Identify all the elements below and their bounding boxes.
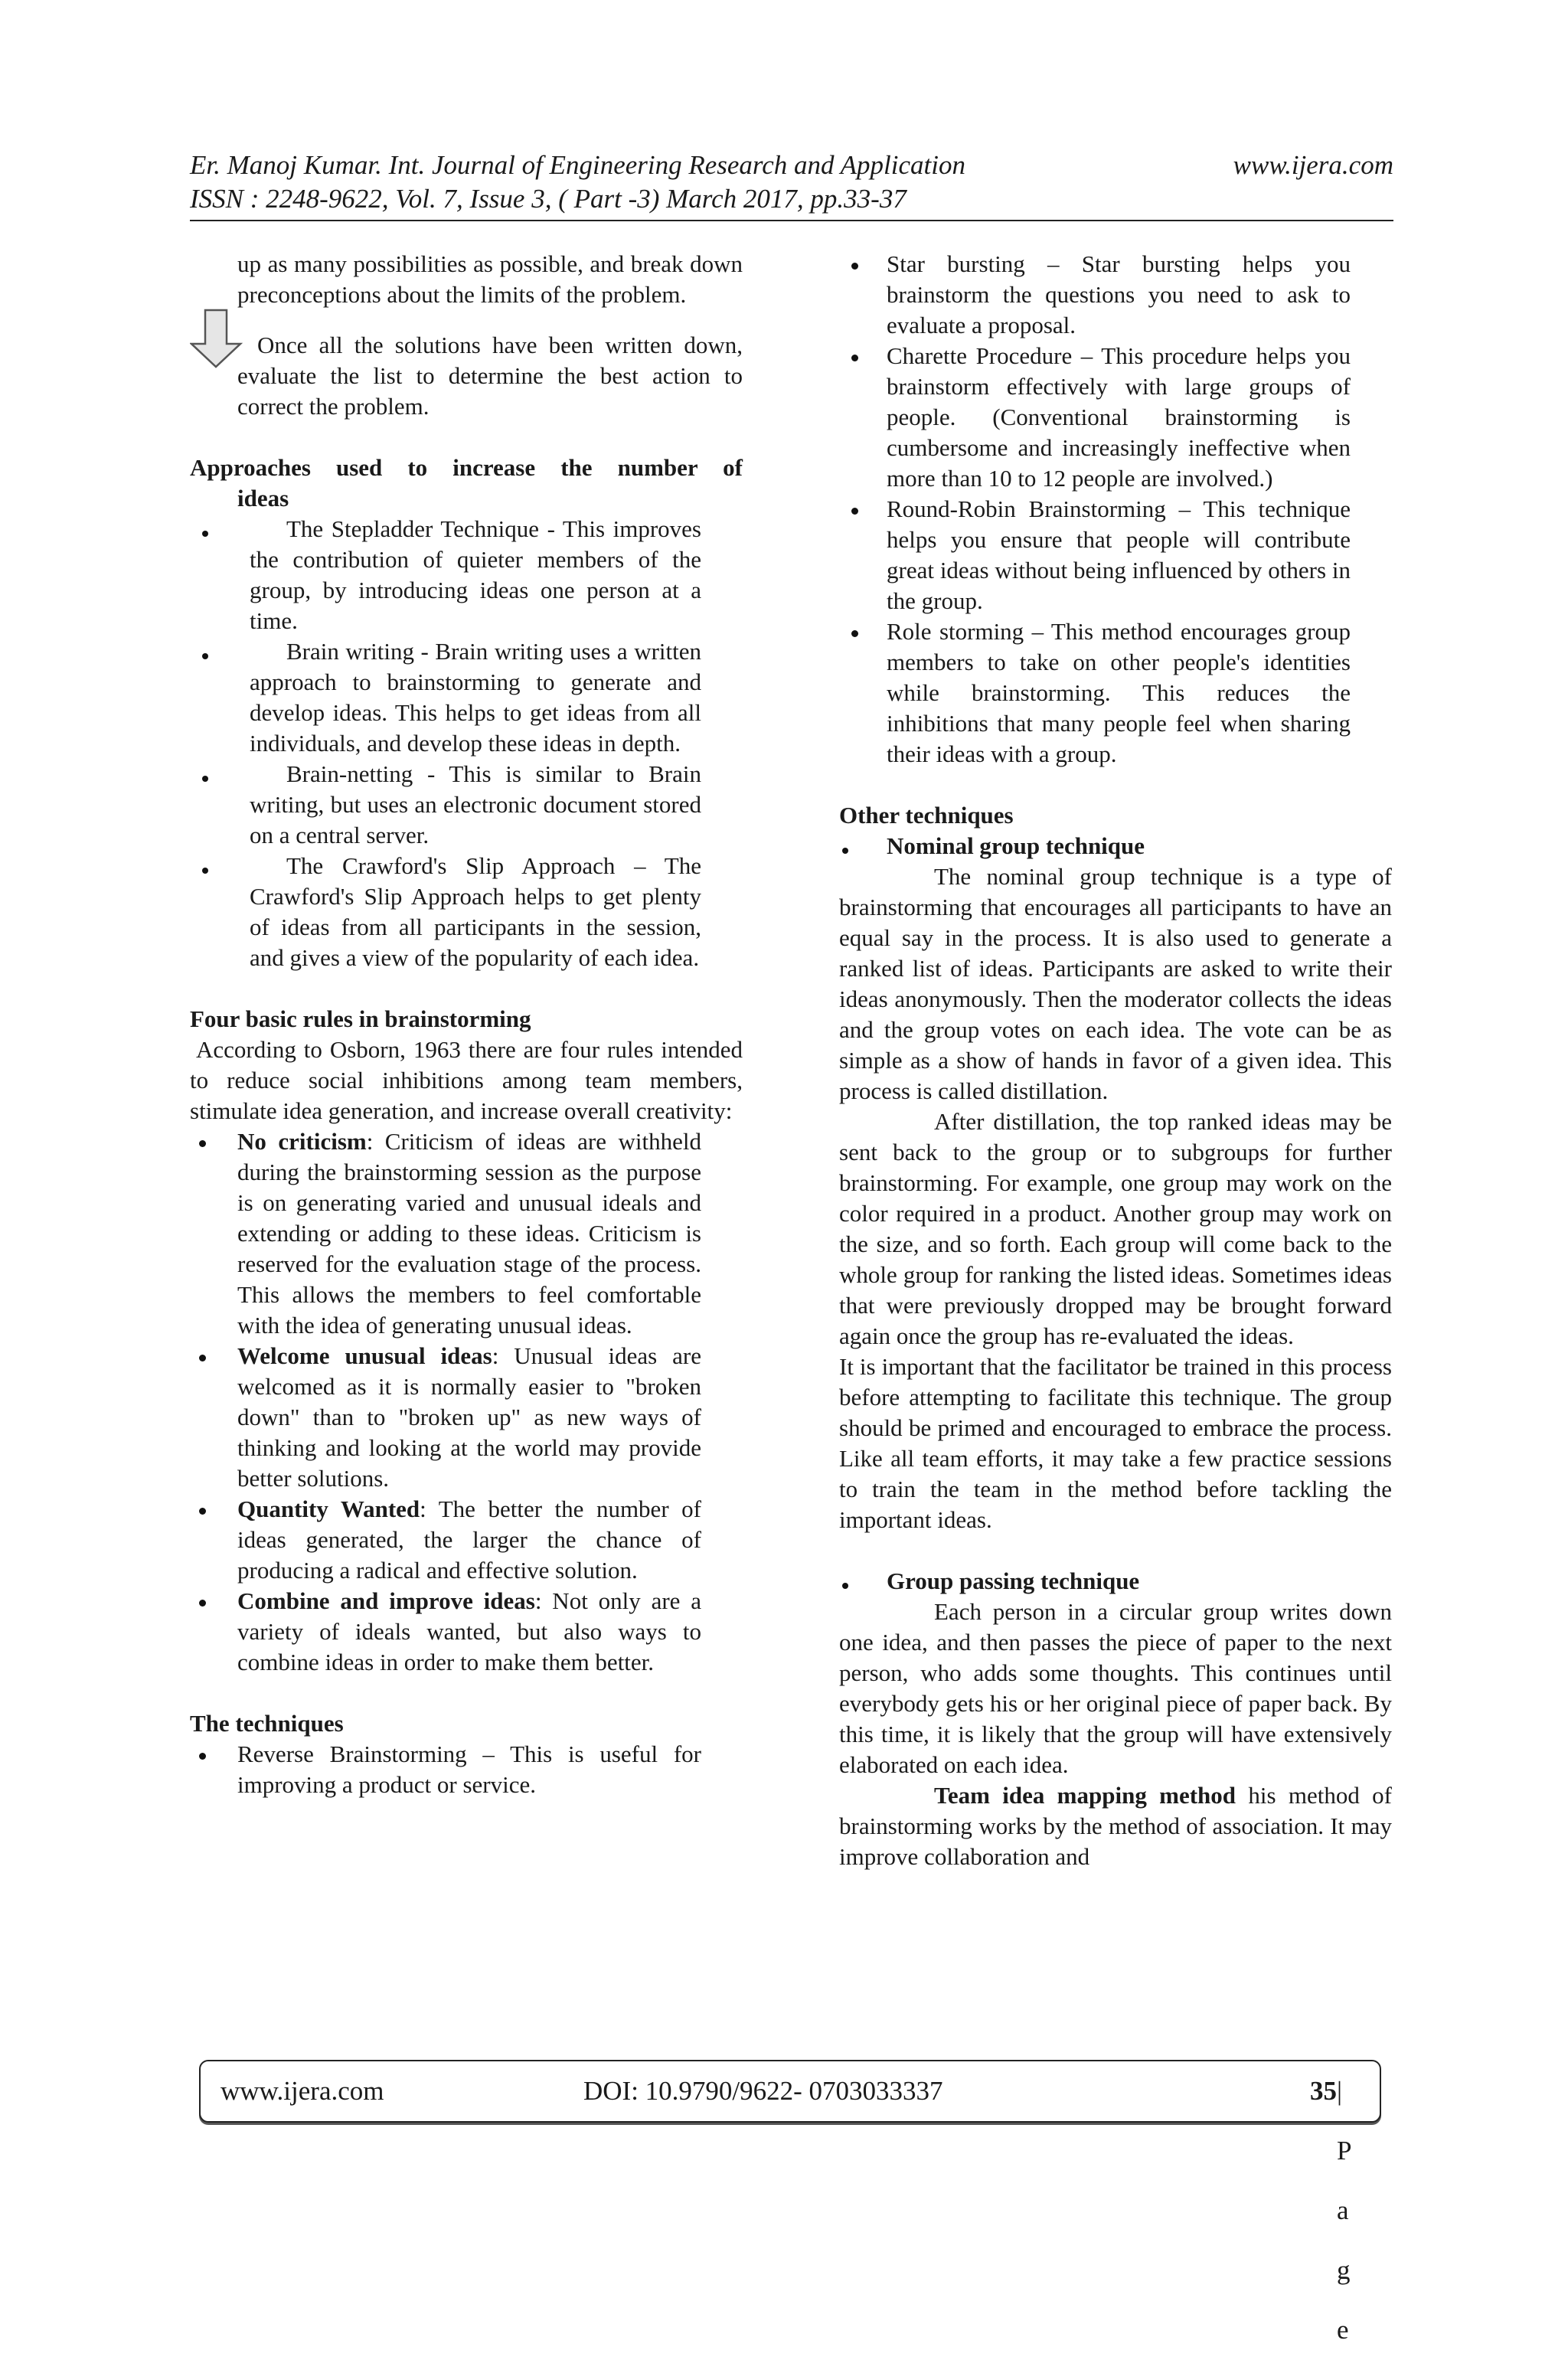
rule-text: : Criticism of ideas are withheld during the brainstorming session as the purpose is on generating varied and unusual ideals and extending or adding to these ideas. Criticism is reserved for the evaluation stage of the process. This allows the members to feel comfortable with the idea of generating unusual ideas. [237, 1128, 701, 1339]
issn-line: ISSN : 2248-9622, Vol. 7, Issue 3, ( Part -3) March 2017, pp.33-37 [190, 184, 906, 214]
running-header [190, 149, 1393, 216]
approach-text: Brain writing uses a written approach to brainstorming to generate and develop ideas. This helps to get ideas from all individuals, and develop these ideas in depth. [250, 638, 702, 757]
ngt-title: Nominal group technique [887, 832, 1145, 859]
tim-title: Team idea mapping method [934, 1782, 1236, 1809]
down-arrow-icon [190, 309, 245, 368]
ngt-heading-list [839, 831, 1392, 861]
gpt-title: Group passing technique [887, 1567, 1140, 1594]
rule-text: : Not only are a variety of ideals wanted, but also ways to combine ideas in order to make them better. [237, 1587, 702, 1675]
approach-text: This is similar to Brain writing, but uses an electronic document stored on a central server. [250, 760, 701, 848]
list-item: Star bursting – Star bursting helps you brainstorm the questions you need to ask to evaluate a proposal. [839, 249, 1351, 341]
list-item [190, 851, 743, 973]
footer-page-number [1310, 2061, 1351, 2345]
approach-title: The Crawford's Slip Approach – [286, 852, 646, 879]
approach-text: This improves the contribution of quieter members of the group, by introducing ideas one person at a time. [250, 515, 701, 634]
other-techniques-heading: Other techniques [839, 802, 1014, 829]
ngt-paragraph-3: It is important that the facilitator be trained in this process before attempting to facilitate this technique. The group should be primed and encouraged to embrace the process. Like all team efforts, it may take a few practice sessions to train the team in the method before tackling the important ideas. [839, 1353, 1392, 1533]
team-idea-mapping-paragraph [839, 1780, 1392, 1872]
approaches-heading: Approaches used to increase the number of [190, 454, 743, 481]
list-item [190, 1126, 743, 1341]
gpt-paragraph: Each person in a circular group writes down one idea, and then passes the piece of paper to the next person, who adds some thoughts. This continues until everybody gets his or her original piece of paper back. By this time, it is likely that the group will have extensively elaborated on each idea. [839, 1598, 1392, 1778]
rule-term: Quantity Wanted [237, 1495, 420, 1522]
header-divider [190, 220, 1393, 221]
journal-website[interactable]: www.ijera.com [1233, 150, 1393, 180]
gpt-heading-list [839, 1566, 1392, 1597]
list-item [190, 636, 743, 759]
left-column [190, 249, 743, 1800]
right-column [839, 249, 1392, 1872]
techniques-list-left [190, 1739, 743, 1800]
ngt-paragraph-2: After distillation, the top ranked ideas may be sent back to the group or to subgroups for further brainstorming. For example, one group may work on the color required in a product. Another group may work on the size, and so forth. Each group will come back to the whole group for ranking the listed ideas. Sometimes ideas that were previously dropped may be brought forward again once the group has re-evaluated the ideas. [839, 1108, 1392, 1349]
approach-text: The Crawford's Slip Approach helps to get plenty of ideas from all participants in the session, and gives a view of the popularity of each idea. [250, 852, 701, 971]
rules-list [190, 1126, 743, 1678]
list-item: Round-Robin Brainstorming – This technique helps you ensure that people will contribute great ideas without being influenced by others in the group. [839, 494, 1351, 616]
tim-text: his method of brainstorming works by the method of association. It may improve collaboration and [839, 1782, 1392, 1870]
list-item: Role storming – This method encourages group members to take on other people's identities while brainstorming. This reduces the inhibitions that many people feel when sharing their ideas with a group. [839, 616, 1351, 770]
list-item [190, 1341, 743, 1494]
approaches-heading-cont: ideas [237, 485, 289, 512]
arrow-bullet-item [190, 330, 743, 422]
rules-heading: Four basic rules in brainstorming [190, 1005, 531, 1032]
list-item: Reverse Brainstorming – This is useful for improving a product or service. [190, 1739, 743, 1800]
approach-title: Brain-netting - [286, 760, 436, 787]
arrow-item-text: Once all the solutions have been written down, evaluate the list to determine the best action to correct the problem. [237, 332, 743, 420]
rule-text: : Unusual ideas are welcomed as it is normally easier to "broken down" than to "broken up" as new ways of thinking and looking at the world may provide better solutions. [237, 1342, 701, 1492]
ngt-paragraph-1: The nominal group technique is a type of brainstorming that encourages all participants to have an equal say in the process. It is also used to generate a ranked list of ideas. Participants are asked to write their ideas anonymously. Then the moderator collects the ideas and the group votes on each idea. The vote can be as simple as a show of hands in favor of a given idea. This process is called distillation. [839, 863, 1392, 1104]
continued-paragraph: up as many possibilities as possible, and break down preconceptions about the limits of the problem. [237, 250, 743, 308]
list-item [839, 831, 1392, 861]
rule-term: Welcome unusual ideas [237, 1342, 492, 1369]
approach-title: Brain writing - [286, 638, 429, 665]
list-item [190, 1494, 743, 1586]
techniques-heading: The techniques [190, 1710, 344, 1737]
approach-title: The Stepladder Technique - [286, 515, 555, 542]
page-footer [199, 2060, 1381, 2345]
list-item [839, 1566, 1392, 1597]
techniques-list-right [839, 249, 1392, 770]
page-label: | P a g e [1337, 2076, 1351, 2345]
journal-citation: Er. Manoj Kumar. Int. Journal of Engineering Research and Application [190, 150, 965, 180]
list-item: Charette Procedure – This procedure helps you brainstorm effectively with large groups of people. (Conventional brainstorming is cumbersome and increasingly ineffective when more than 10 to 12 people are involved.) [839, 341, 1351, 494]
page-number: 35 [1310, 2076, 1337, 2106]
rule-term: Combine and improve ideas [237, 1587, 535, 1614]
rule-term: No criticism [237, 1128, 367, 1155]
footer-website[interactable]: www.ijera.com [220, 2076, 384, 2106]
rule-text: : The better the number of ideas generated, the larger the chance of producing a radical and effective solution. [237, 1495, 701, 1584]
footer-doi: DOI: 10.9790/9622- 0703033337 [583, 2076, 943, 2106]
rules-intro: According to Osborn, 1963 there are four rules intended to reduce social inhibitions among team members, stimulate idea generation, and increase overall creativity: [190, 1036, 743, 1124]
list-item [190, 514, 743, 636]
approaches-list [190, 514, 743, 973]
list-item [190, 759, 743, 851]
list-item [190, 1586, 743, 1678]
